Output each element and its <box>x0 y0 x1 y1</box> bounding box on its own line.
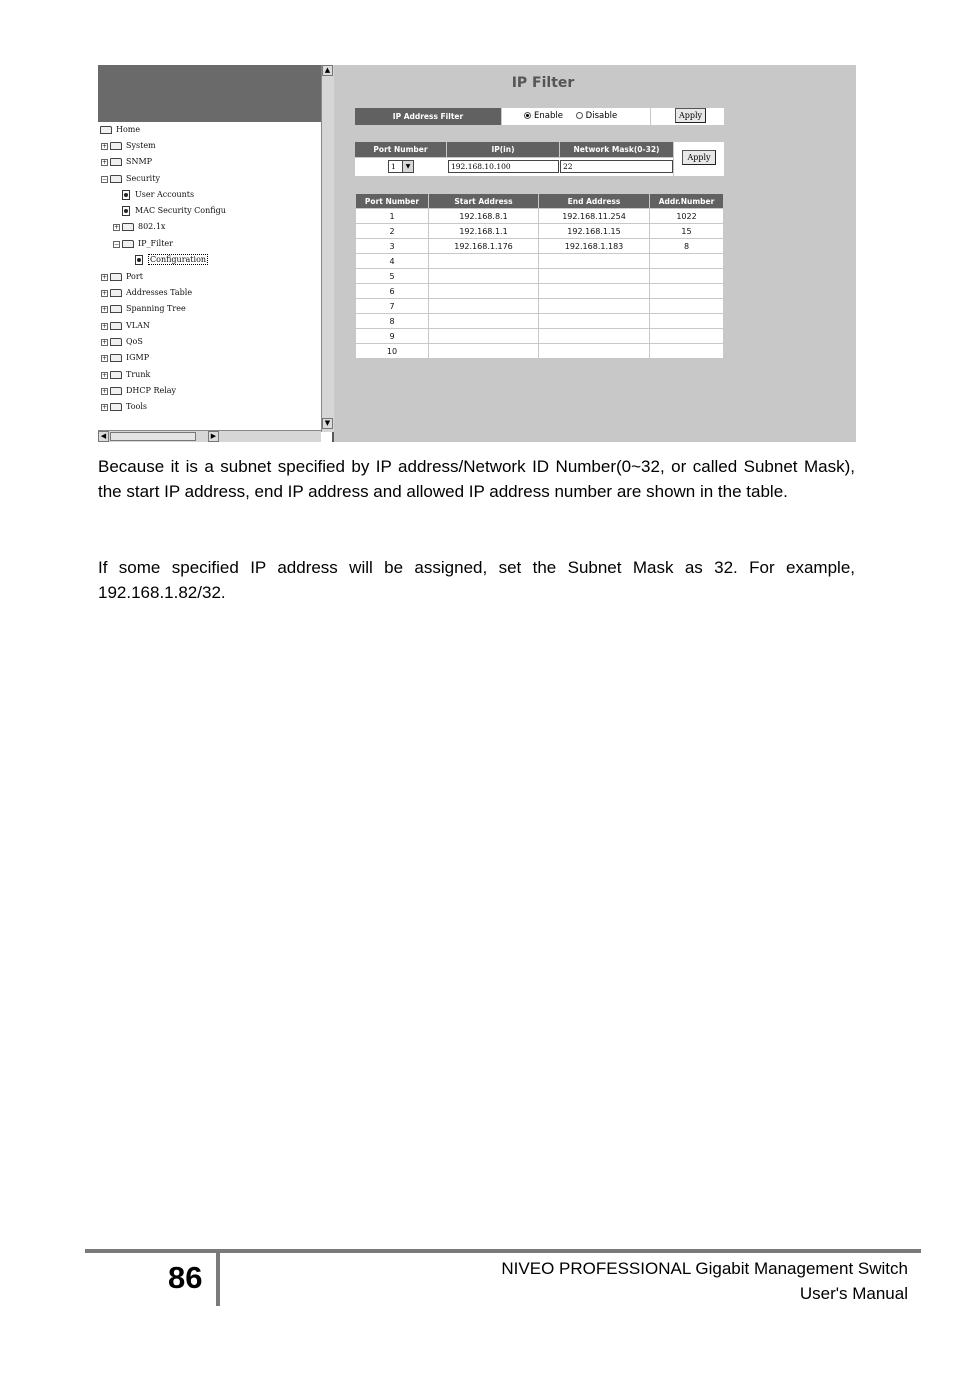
tree-item-mac-security[interactable]: MAC Security Configu <box>122 204 226 218</box>
expand-icon[interactable]: + <box>102 142 108 150</box>
expand-icon[interactable]: + <box>102 354 108 362</box>
filter-radio-group <box>502 108 650 125</box>
tree-item-trunk[interactable]: + Trunk <box>102 370 151 379</box>
network-mask-input[interactable]: 22 <box>560 160 673 173</box>
expand-icon[interactable]: + <box>102 158 108 166</box>
folder-icon <box>122 223 134 231</box>
folder-icon <box>110 338 122 346</box>
folder-icon <box>110 354 122 362</box>
tree-item-snmp[interactable]: + SNMP <box>102 157 153 166</box>
cell-start: 192.168.1.176 <box>429 239 539 254</box>
cell-port: 4 <box>356 254 429 269</box>
tree-item-addresses-table[interactable]: + Addresses Table <box>102 288 193 297</box>
col-port-number: Port Number <box>355 142 446 157</box>
cell-start <box>429 329 539 344</box>
page-number: 86 <box>168 1260 203 1295</box>
expand-icon[interactable]: + <box>102 387 108 395</box>
header-start-address: Start Address <box>429 194 539 209</box>
scroll-up-icon[interactable]: ▲ <box>322 65 333 76</box>
cell-port: 3 <box>356 239 429 254</box>
port-number-select[interactable]: 1 ▼ <box>388 160 414 173</box>
folder-icon <box>110 403 122 411</box>
tree-item-vlan[interactable]: + VLAN <box>102 321 150 330</box>
ip-filter-screenshot <box>98 65 856 442</box>
collapse-icon[interactable]: − <box>114 240 120 248</box>
tree-item-port[interactable]: + Port <box>102 272 143 281</box>
table-row <box>356 344 724 359</box>
cell-count <box>650 344 724 359</box>
vertical-scrollbar[interactable] <box>321 65 334 432</box>
table-row <box>356 209 724 224</box>
body-paragraph-2: If some specified IP address will be assigned, set the Subnet Mask as 32. For example, 192.168.1.82/32. <box>98 558 855 602</box>
tree-item-ip-filter[interactable]: − IP_Filter <box>114 239 173 248</box>
entry-apply-button[interactable]: Apply <box>682 150 716 165</box>
collapse-icon[interactable]: − <box>102 175 108 183</box>
cell-end: 192.168.11.254 <box>539 209 650 224</box>
chevron-down-icon[interactable]: ▼ <box>402 161 413 172</box>
page-title: IP Filter <box>511 75 575 91</box>
footer-title-line-2: User's Manual <box>799 1284 908 1303</box>
tree-item-igmp[interactable]: + IGMP <box>102 353 150 362</box>
cell-end <box>539 269 650 284</box>
footer-rule <box>85 1249 921 1253</box>
tree-item-user-accounts[interactable]: User Accounts <box>122 188 194 202</box>
tree-item-tools[interactable]: + Tools <box>102 402 148 411</box>
table-row <box>356 314 724 329</box>
folder-icon <box>110 273 122 281</box>
table-row <box>356 329 724 344</box>
body-paragraph-1: Because it is a subnet specified by IP address/Network ID Number(0~32, or called Subnet Mask), the start IP address, end IP address and allowed IP address number are shown in the table. <box>98 457 855 501</box>
tree-item-dhcp-relay[interactable]: + DHCP Relay <box>102 386 177 395</box>
table-row <box>356 224 724 239</box>
folder-icon <box>110 289 122 297</box>
folder-icon <box>110 158 122 166</box>
cell-start <box>429 284 539 299</box>
cell-start <box>429 269 539 284</box>
cell-count <box>650 299 724 314</box>
expand-icon[interactable]: + <box>102 403 108 411</box>
ip-filter-table <box>355 193 724 359</box>
cell-port: 1 <box>356 209 429 224</box>
table-row <box>356 284 724 299</box>
folder-open-icon <box>100 126 112 134</box>
cell-start: 192.168.1.1 <box>429 224 539 239</box>
ip-in-input[interactable]: 192.168.10.100 <box>448 160 559 173</box>
cell-end <box>539 329 650 344</box>
disable-option[interactable]: Disable <box>576 111 618 121</box>
tree-item-8021x[interactable]: + 802.1x <box>114 222 166 231</box>
cell-count <box>650 254 724 269</box>
expand-icon[interactable]: + <box>102 338 108 346</box>
header-port-number: Port Number <box>356 194 429 209</box>
cell-count <box>650 284 724 299</box>
cell-end <box>539 344 650 359</box>
expand-icon[interactable]: + <box>102 305 108 313</box>
footer-divider <box>216 1253 220 1306</box>
cell-port: 5 <box>356 269 429 284</box>
tree-item-qos[interactable]: + QoS <box>102 337 143 346</box>
cell-port: 10 <box>356 344 429 359</box>
ip-address-filter-label: IP Address Filter <box>355 108 501 125</box>
page-icon <box>122 190 130 200</box>
cell-start <box>429 254 539 269</box>
footer-title-line-1: NIVEO PROFESSIONAL Gigabit Management Switch <box>501 1259 908 1278</box>
page-icon <box>122 206 130 216</box>
folder-icon <box>110 387 122 395</box>
cell-port: 2 <box>356 224 429 239</box>
tree-item-spanning-tree[interactable]: + Spanning Tree <box>102 304 186 313</box>
cell-count: 1022 <box>650 209 724 224</box>
cell-port: 6 <box>356 284 429 299</box>
horizontal-scrollbar[interactable] <box>98 430 321 442</box>
header-end-address: End Address <box>539 194 650 209</box>
folder-open-icon <box>122 240 134 248</box>
cell-count <box>650 329 724 344</box>
header-addr-number: Addr.Number <box>650 194 724 209</box>
expand-icon[interactable]: + <box>102 322 108 330</box>
cell-end <box>539 314 650 329</box>
table-header-row <box>356 194 724 209</box>
table-row <box>356 269 724 284</box>
cell-end <box>539 254 650 269</box>
cell-count <box>650 269 724 284</box>
cell-end: 192.168.1.15 <box>539 224 650 239</box>
expand-icon[interactable]: + <box>102 371 108 379</box>
folder-icon <box>110 305 122 313</box>
scroll-left-icon[interactable]: ◀ <box>98 431 109 442</box>
expand-icon[interactable]: + <box>114 223 120 231</box>
enable-radio[interactable] <box>524 112 531 119</box>
folder-icon <box>110 371 122 379</box>
tree-header-ext <box>221 65 321 122</box>
scroll-down-icon[interactable]: ▼ <box>322 418 333 429</box>
cell-port: 9 <box>356 329 429 344</box>
filter-apply-button[interactable]: Apply <box>675 108 706 123</box>
cell-end <box>539 299 650 314</box>
cell-start <box>429 314 539 329</box>
cell-count: 15 <box>650 224 724 239</box>
folder-icon <box>110 322 122 330</box>
cell-start <box>429 299 539 314</box>
tree-item-configuration[interactable]: Configuration <box>135 253 208 267</box>
cell-start: 192.168.8.1 <box>429 209 539 224</box>
scroll-thumb[interactable] <box>110 432 196 441</box>
expand-icon[interactable]: + <box>102 273 108 281</box>
cell-count <box>650 314 724 329</box>
col-ip-in: IP(in) <box>447 142 559 157</box>
tree-item-home[interactable]: Home <box>100 123 140 137</box>
table-row <box>356 239 724 254</box>
folder-open-icon <box>110 175 122 183</box>
table-row <box>356 254 724 269</box>
enable-option[interactable]: Enable <box>524 111 563 121</box>
table-row <box>356 299 724 314</box>
navigation-tree-panel <box>98 65 334 442</box>
cell-start <box>429 344 539 359</box>
expand-icon[interactable]: + <box>102 289 108 297</box>
scroll-right-icon[interactable]: ▶ <box>208 431 219 442</box>
cell-end: 192.168.1.183 <box>539 239 650 254</box>
page-icon <box>135 255 143 265</box>
cell-count: 8 <box>650 239 724 254</box>
cell-end <box>539 284 650 299</box>
col-network-mask: Network Mask(0-32) <box>560 142 673 157</box>
cell-port: 7 <box>356 299 429 314</box>
disable-radio[interactable] <box>576 112 583 119</box>
tree-header <box>98 65 221 122</box>
tree-item-system[interactable]: + System <box>102 141 156 150</box>
tree-item-security[interactable]: − Security <box>102 174 160 183</box>
cell-port: 8 <box>356 314 429 329</box>
folder-icon <box>110 142 122 150</box>
